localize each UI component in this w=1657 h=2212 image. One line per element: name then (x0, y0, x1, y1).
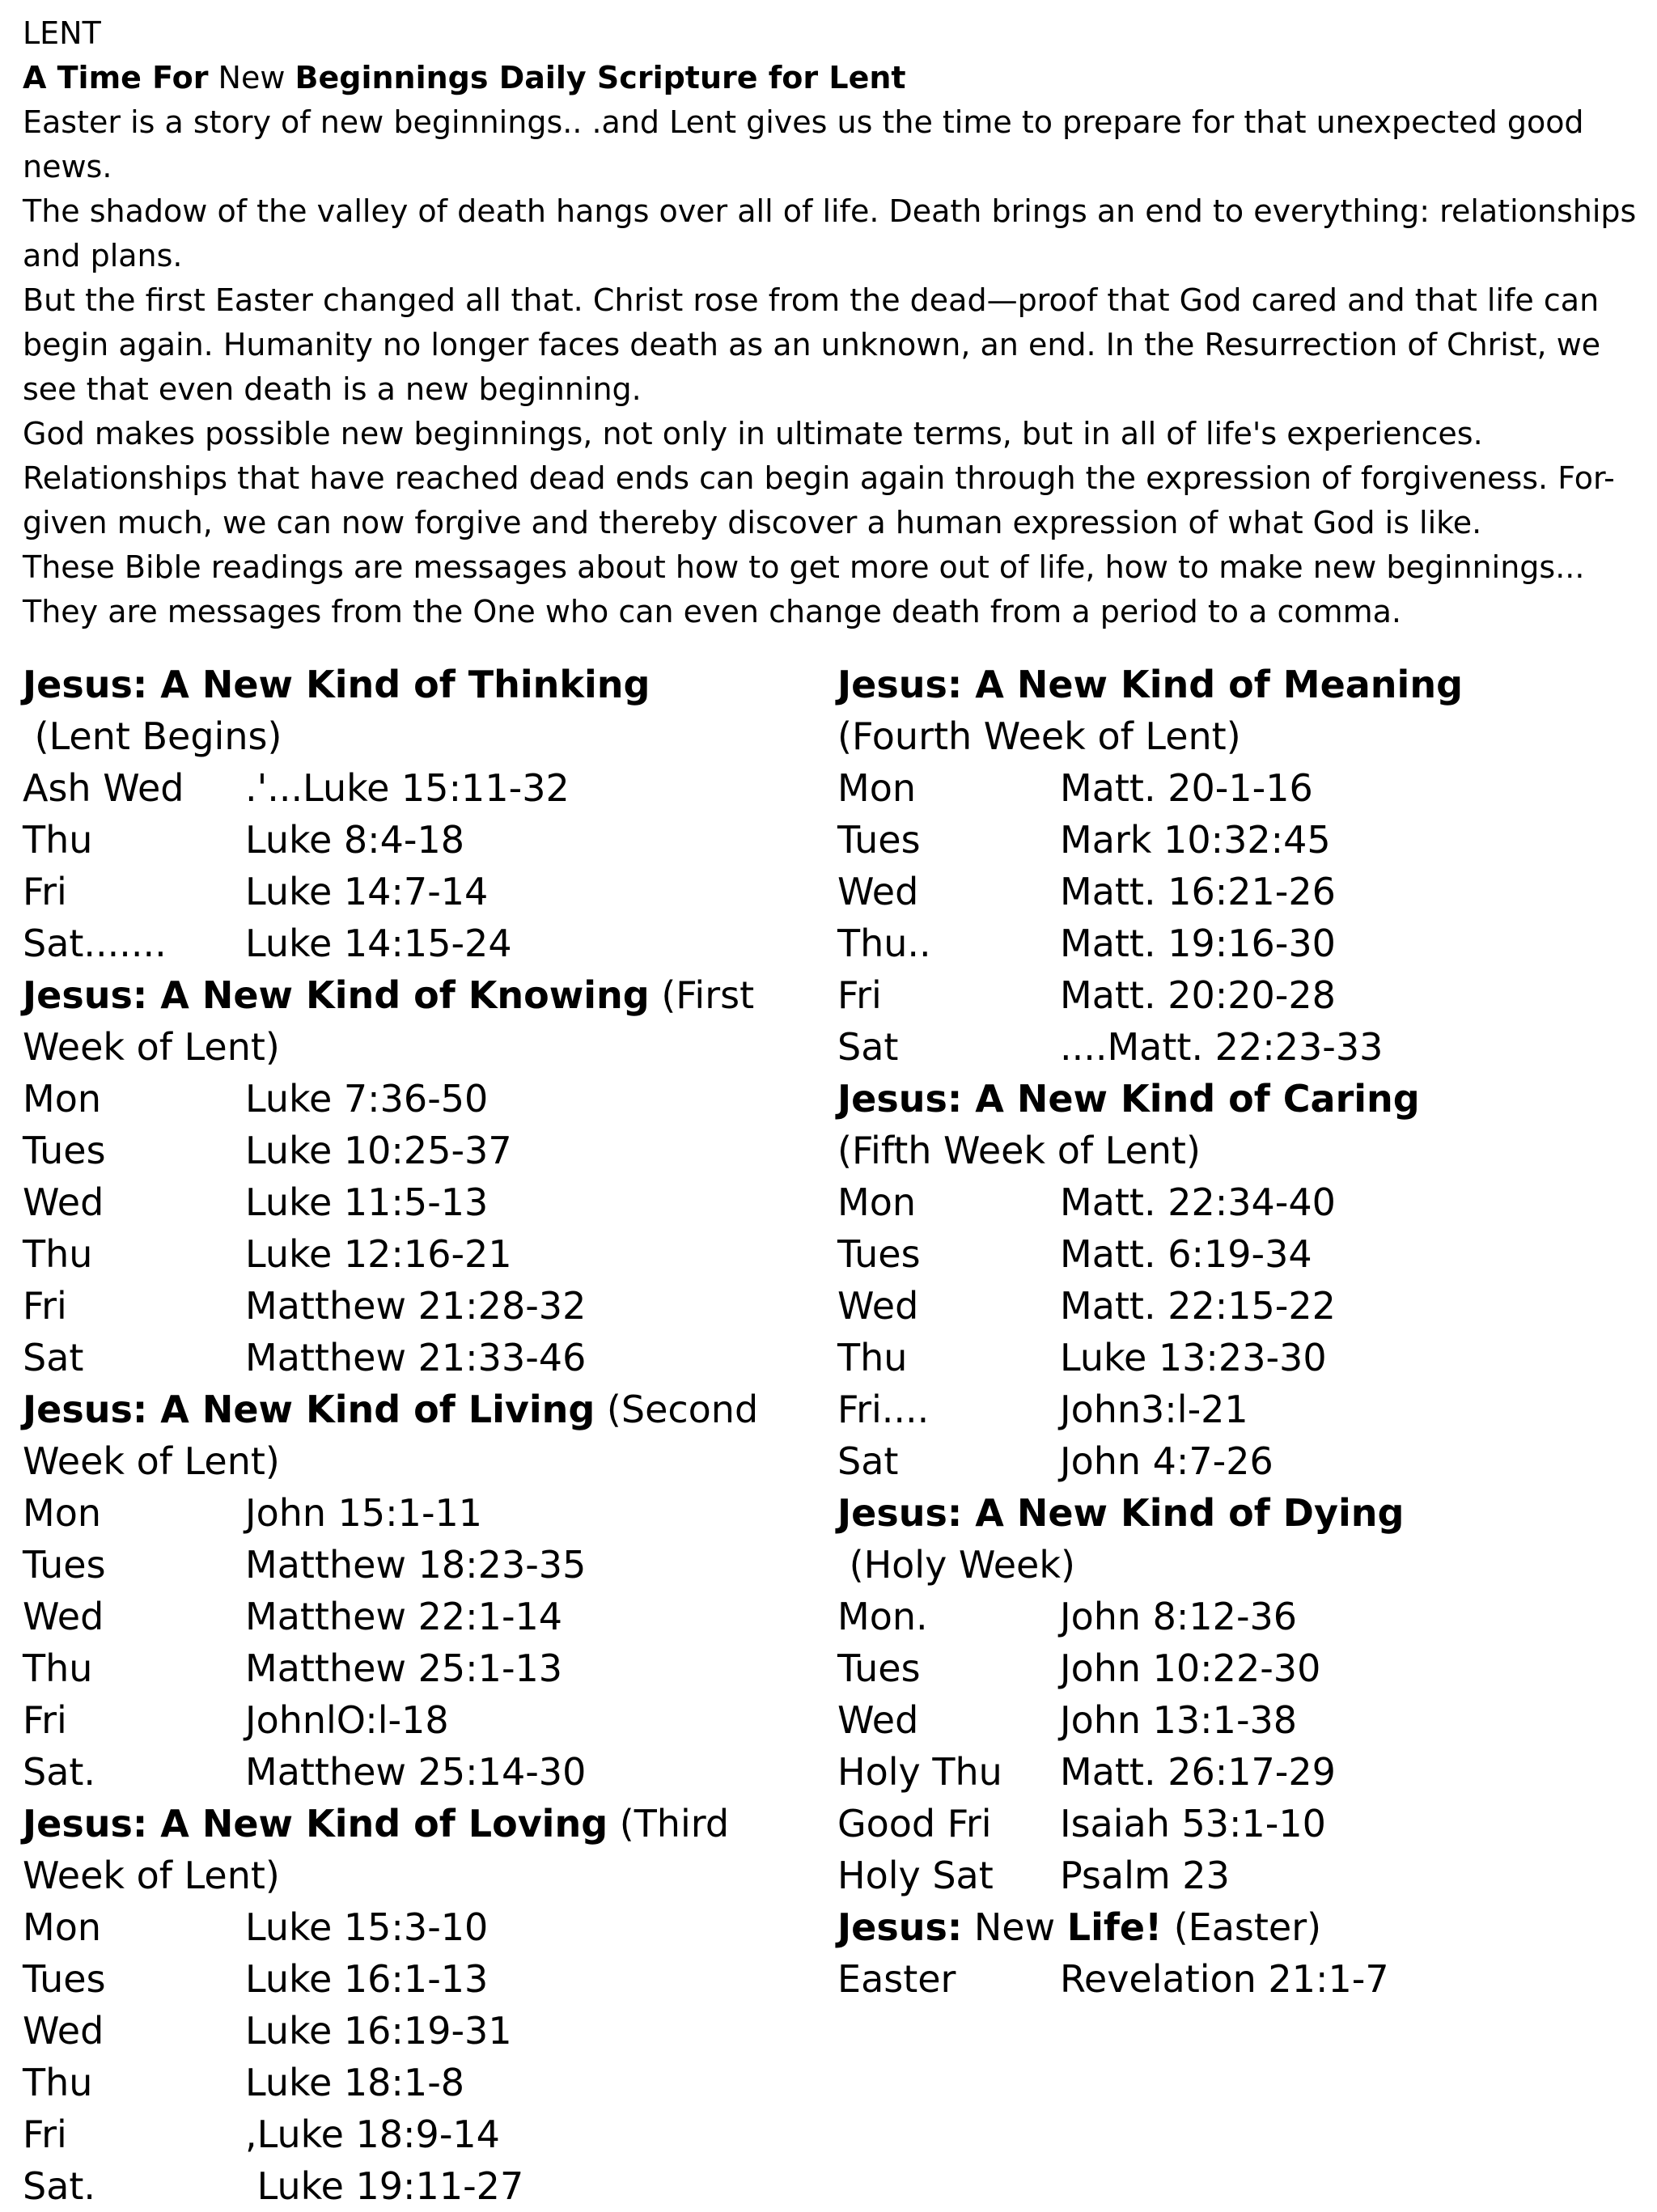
intro-paragraph-2: The shadow of the valley of death hangs over all of life. Death brings an end to everything: relationships and plans. (23, 193, 1637, 273)
reading-day: Mon. (837, 1595, 928, 1638)
section-heading (837, 1073, 1641, 1125)
reading-day: Fri (23, 1284, 67, 1328)
intro-block (23, 11, 1649, 634)
reading-row (23, 1642, 832, 1694)
reading-day: Sat (837, 1025, 899, 1069)
intro-paragraph-1: Easter is a story of new beginnings.. .and Lent gives us the time to prepare for that unexpected good news. (23, 104, 1584, 184)
intro-paragraph-5: These Bible readings are messages about how to get more out of life, how to make new beginnings... They are messages from the One who can even change death from a period to a comma. (23, 549, 1585, 629)
reading-day: Wed (837, 1284, 919, 1328)
reading-reference: Mark 10:32:45 (1060, 818, 1331, 862)
reading-reference: JohnlO:l-18 (245, 1698, 449, 1742)
section-subtitle: (Fifth Week of Lent) (837, 1129, 1201, 1172)
reading-day: Fri.... (837, 1388, 930, 1431)
reading-reference: Luke 10:25-37 (245, 1129, 512, 1172)
reading-row (837, 1332, 1641, 1384)
reading-row (23, 917, 832, 969)
reading-row (23, 1073, 832, 1125)
reading-row (23, 1591, 832, 1642)
reading-reference: Psalm 23 (1060, 1854, 1230, 1897)
reading-row (837, 1953, 1641, 2005)
reading-day: Fri (837, 973, 882, 1017)
schedule-left-column (23, 659, 832, 2212)
reading-reference: John 15:1-11 (245, 1491, 483, 1535)
reading-day: Tues (23, 1543, 106, 1587)
reading-day: Thu (23, 1646, 93, 1690)
reading-reference: Matt. 19:16-30 (1060, 922, 1336, 965)
reading-day: Thu (23, 1232, 93, 1276)
reading-day: Fri (23, 2112, 67, 2156)
reading-day: Mon (837, 766, 916, 810)
reading-row (23, 1487, 832, 1539)
reading-row (837, 1694, 1641, 1746)
reading-reference: ....Matt. 22:23-33 (1060, 1025, 1384, 1069)
reading-row (837, 1176, 1641, 1228)
reading-row (837, 969, 1641, 1021)
reading-reference: Revelation 21:1-7 (1060, 1957, 1389, 2001)
reading-row (23, 1125, 832, 1176)
reading-day: Sat (837, 1439, 899, 1483)
reading-day: Sat (23, 1336, 84, 1379)
reading-row (23, 866, 832, 917)
reading-reference: Matt. 22:15-22 (1060, 1284, 1336, 1328)
reading-row (23, 762, 832, 814)
reading-row (23, 2057, 832, 2108)
reading-day: Easter (837, 1957, 956, 2001)
reading-reference: John 13:1-38 (1060, 1698, 1298, 1742)
section-subtitle: (Third Week of Lent) (23, 1802, 741, 1897)
reading-day: Tues (23, 1957, 106, 2001)
reading-row (23, 1694, 832, 1746)
section-subtitle: (Easter) (1162, 1905, 1322, 1949)
reading-reference: Luke 11:5-13 (245, 1180, 489, 1224)
section-heading (23, 1384, 832, 1487)
reading-reference: Matthew 21:33-46 (245, 1336, 587, 1379)
reading-row (837, 814, 1641, 866)
reading-reference: Matt. 20:20-28 (1060, 973, 1336, 1017)
reading-reference: John 10:22-30 (1060, 1646, 1321, 1690)
reading-row (837, 1021, 1641, 1073)
reading-row (23, 2108, 832, 2160)
reading-reference: Luke 16:1-13 (245, 1957, 489, 2001)
reading-row (837, 1798, 1641, 1850)
reading-reference: Luke 12:16-21 (245, 1232, 512, 1276)
reading-day: Tues (837, 818, 921, 862)
reading-row (837, 1228, 1641, 1280)
section-title: Jesus: A New Kind of Loving (23, 1802, 608, 1845)
reading-reference: Matt. 6:19-34 (1060, 1232, 1312, 1276)
reading-day: Thu (23, 818, 93, 862)
reading-day: Thu.. (837, 922, 931, 965)
reading-reference: Luke 14:7-14 (245, 870, 489, 913)
section-heading (23, 1798, 832, 1901)
reading-row (23, 814, 832, 866)
reading-day: Fri (23, 870, 67, 913)
section-heading (23, 969, 832, 1073)
section-heading (23, 659, 832, 762)
reading-day: Wed (837, 870, 919, 913)
reading-row (23, 2160, 832, 2212)
reading-row (23, 1901, 832, 1953)
reading-day: Wed (23, 1595, 104, 1638)
section-title-part-2: New (962, 1905, 1067, 1949)
reading-row (23, 1332, 832, 1384)
reading-day: Mon (23, 1905, 101, 1949)
intro-paragraph-4: God makes possible new beginnings, not only in ultimate terms, but in all of life's experiences. Relationships that have reached dead ends can begin again through the expression of forgiveness. For-given much, we can now forgive and thereby discover a human expression of what God is like. (23, 416, 1615, 540)
reading-row (23, 2005, 832, 2057)
reading-day: Mon (23, 1077, 101, 1121)
reading-day: Holy Thu (837, 1750, 1002, 1794)
reading-row (23, 1539, 832, 1591)
reading-day: Fri (23, 1698, 67, 1742)
section-title: Jesus: A New Kind of Meaning (837, 663, 1463, 706)
reading-row (837, 1591, 1641, 1642)
section-title: Jesus: A New Kind of Knowing (23, 973, 650, 1017)
section-subtitle: (Lent Begins) (23, 714, 282, 758)
reading-row (837, 762, 1641, 814)
section-heading (837, 1901, 1641, 1953)
reading-row (837, 1642, 1641, 1694)
reading-reference: John3:l-21 (1060, 1388, 1248, 1431)
reading-day: Sat....... (23, 922, 167, 965)
reading-day: Thu (23, 2061, 93, 2104)
section-subtitle: (Fourth Week of Lent) (837, 714, 1241, 758)
reading-row (837, 1746, 1641, 1798)
reading-reference: Matthew 22:1-14 (245, 1595, 563, 1638)
reading-day: Tues (837, 1646, 921, 1690)
reading-reference: Luke 15:3-10 (245, 1905, 489, 1949)
section-subtitle: (Second Week of Lent) (23, 1388, 770, 1483)
reading-row (837, 1384, 1641, 1435)
reading-row (837, 1280, 1641, 1332)
reading-day: Ash Wed (23, 766, 184, 810)
reading-row (837, 917, 1641, 969)
reading-reference: Matthew 25:1-13 (245, 1646, 563, 1690)
reading-reference: Luke 18:1-8 (245, 2061, 465, 2104)
reading-row (837, 866, 1641, 917)
section-title: Jesus: A New Kind of Dying (837, 1491, 1405, 1535)
reading-row (23, 1228, 832, 1280)
lent-label: LENT (23, 15, 101, 51)
reading-day: Tues (23, 1129, 106, 1172)
section-subtitle: (First Week of Lent) (23, 973, 766, 1069)
reading-reference: Luke 16:19-31 (245, 2009, 512, 2053)
reading-reference: Matthew 21:28-32 (245, 1284, 587, 1328)
reading-reference: John 8:12-36 (1060, 1595, 1298, 1638)
reading-row (23, 1953, 832, 2005)
section-title: Jesus: A New Kind of Thinking (23, 663, 651, 706)
reading-reference: Matthew 25:14-30 (245, 1750, 587, 1794)
reading-day: Mon (837, 1180, 916, 1224)
schedule-right-column (837, 659, 1641, 2005)
reading-reference: Matt. 16:21-26 (1060, 870, 1336, 913)
section-title-part-1: Jesus: (837, 1905, 963, 1949)
reading-day: Mon (23, 1491, 101, 1535)
reading-row (837, 1435, 1641, 1487)
reading-row (23, 1746, 832, 1798)
title-part-1: A Time For (23, 60, 209, 95)
reading-row (23, 1176, 832, 1228)
reading-reference: Luke 8:4-18 (245, 818, 465, 862)
reading-reference: ,Luke 18:9-14 (245, 2112, 500, 2156)
section-subtitle: (Holy Week) (837, 1543, 1075, 1587)
reading-day: Wed (837, 1698, 919, 1742)
reading-reference: Matt. 26:17-29 (1060, 1750, 1336, 1794)
document-title (23, 56, 1649, 100)
title-part-2: New (208, 60, 295, 95)
title-part-3: Beginnings Daily Scripture for Lent (295, 60, 906, 95)
reading-reference: Isaiah 53:1-10 (1060, 1802, 1326, 1845)
reading-reference: Matt. 22:34-40 (1060, 1180, 1336, 1224)
reading-day: Good Fri (837, 1802, 992, 1845)
reading-day: Holy Sat (837, 1854, 994, 1897)
reading-day: Wed (23, 1180, 104, 1224)
reading-row (837, 1850, 1641, 1901)
reading-day: Sat. (23, 2164, 96, 2208)
reading-day: Thu (837, 1336, 908, 1379)
reading-day: Wed (23, 2009, 104, 2053)
section-title: Jesus: A New Kind of Living (23, 1388, 595, 1431)
reading-day: Tues (837, 1232, 921, 1276)
reading-reference: Luke 14:15-24 (245, 922, 512, 965)
document (23, 11, 1641, 2208)
reading-reference: Luke 19:11-27 (245, 2164, 524, 2208)
section-title: Jesus: A New Kind of Caring (837, 1077, 1420, 1121)
reading-reference: .'...Luke 15:11-32 (245, 766, 570, 810)
section-title-part-3: Life! (1066, 1905, 1163, 1949)
intro-paragraph-3: But the first Easter changed all that. Christ rose from the dead—proof that God cared and that life can begin again. Humanity no longer faces death as an unknown, an end. In the Resurrection of Christ, we see that even death is a new beginning. (23, 282, 1601, 407)
reading-day: Sat. (23, 1750, 96, 1794)
section-heading (837, 1487, 1641, 1591)
reading-reference: Luke 13:23-30 (1060, 1336, 1327, 1379)
reading-row (23, 1280, 832, 1332)
reading-reference: Matthew 18:23-35 (245, 1543, 587, 1587)
reading-reference: Matt. 20-1-16 (1060, 766, 1313, 810)
reading-reference: Luke 7:36-50 (245, 1077, 489, 1121)
section-heading (837, 659, 1641, 710)
reading-reference: John 4:7-26 (1060, 1439, 1273, 1483)
